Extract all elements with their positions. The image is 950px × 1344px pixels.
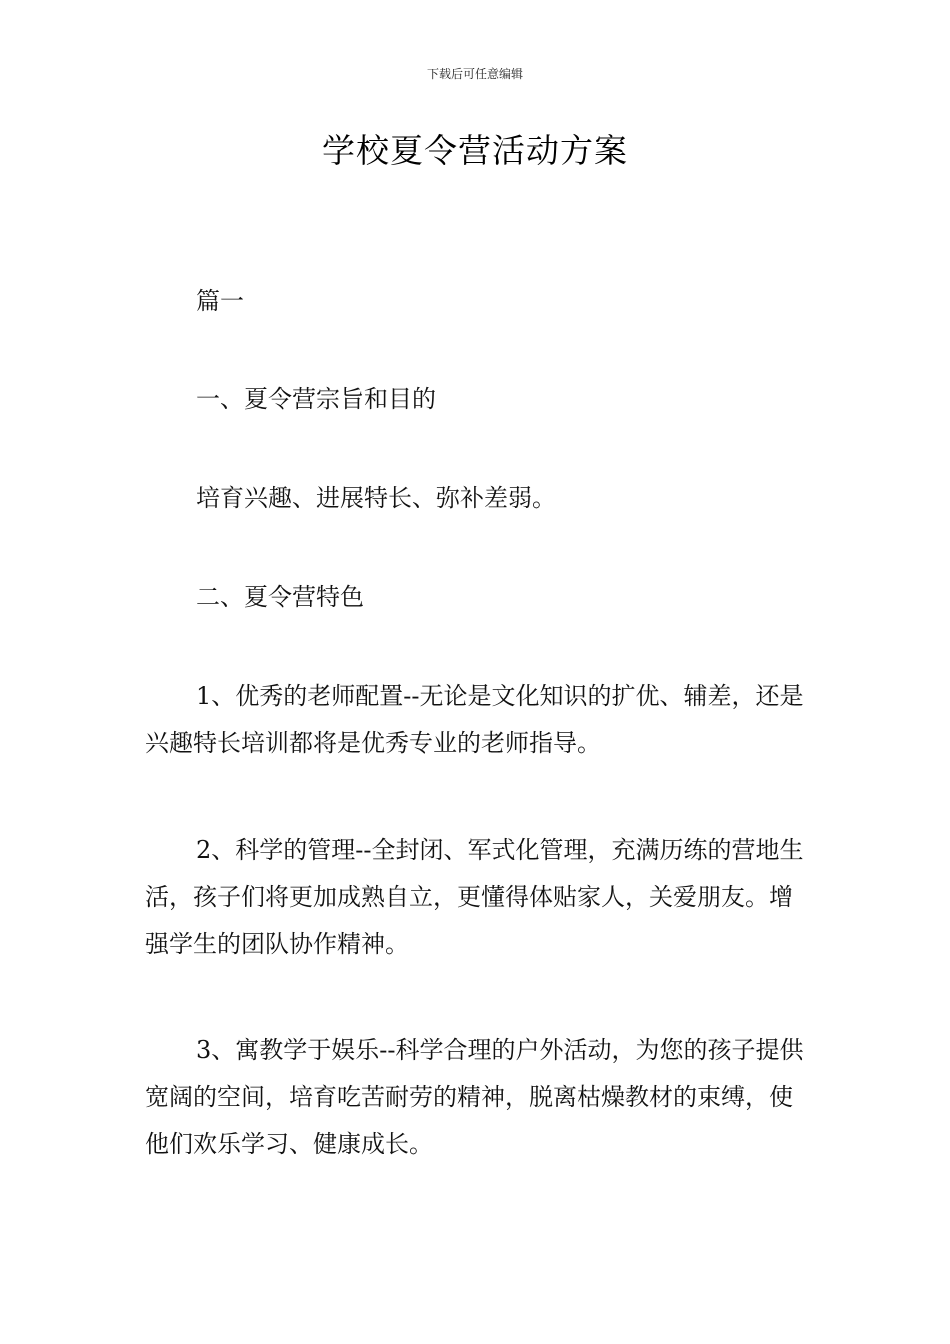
section-heading-features: 二、夏令营特色 <box>196 583 364 611</box>
header-note: 下载后可任意编辑 <box>426 67 523 81</box>
section-label: 篇一 <box>196 287 244 315</box>
page-title: 学校夏令营活动方案 <box>322 131 628 170</box>
feature-paragraph-2: 2、科学的管理--全封闭、军式化管理，充满历练的营地生活，孩子们将更加成熟自立，更懂得体贴家人，关爱朋友。增强学生的团队协作精神。 <box>145 836 804 958</box>
section-heading-purpose: 一、夏令营宗旨和目的 <box>196 385 436 413</box>
feature-paragraph-1: 1、优秀的老师配置--无论是文化知识的扩优、辅差，还是兴趣特长培训都将是优秀专业的老师指导。 <box>145 682 804 757</box>
feature-paragraph-3: 3、寓教学于娱乐--科学合理的户外活动，为您的孩子提供宽阔的空间，培育吃苦耐劳的精神，脱离枯燥教材的束缚，使他们欢乐学习、健康成长。 <box>145 1036 804 1158</box>
purpose-paragraph: 培育兴趣、进展特长、弥补差弱。 <box>196 484 556 512</box>
